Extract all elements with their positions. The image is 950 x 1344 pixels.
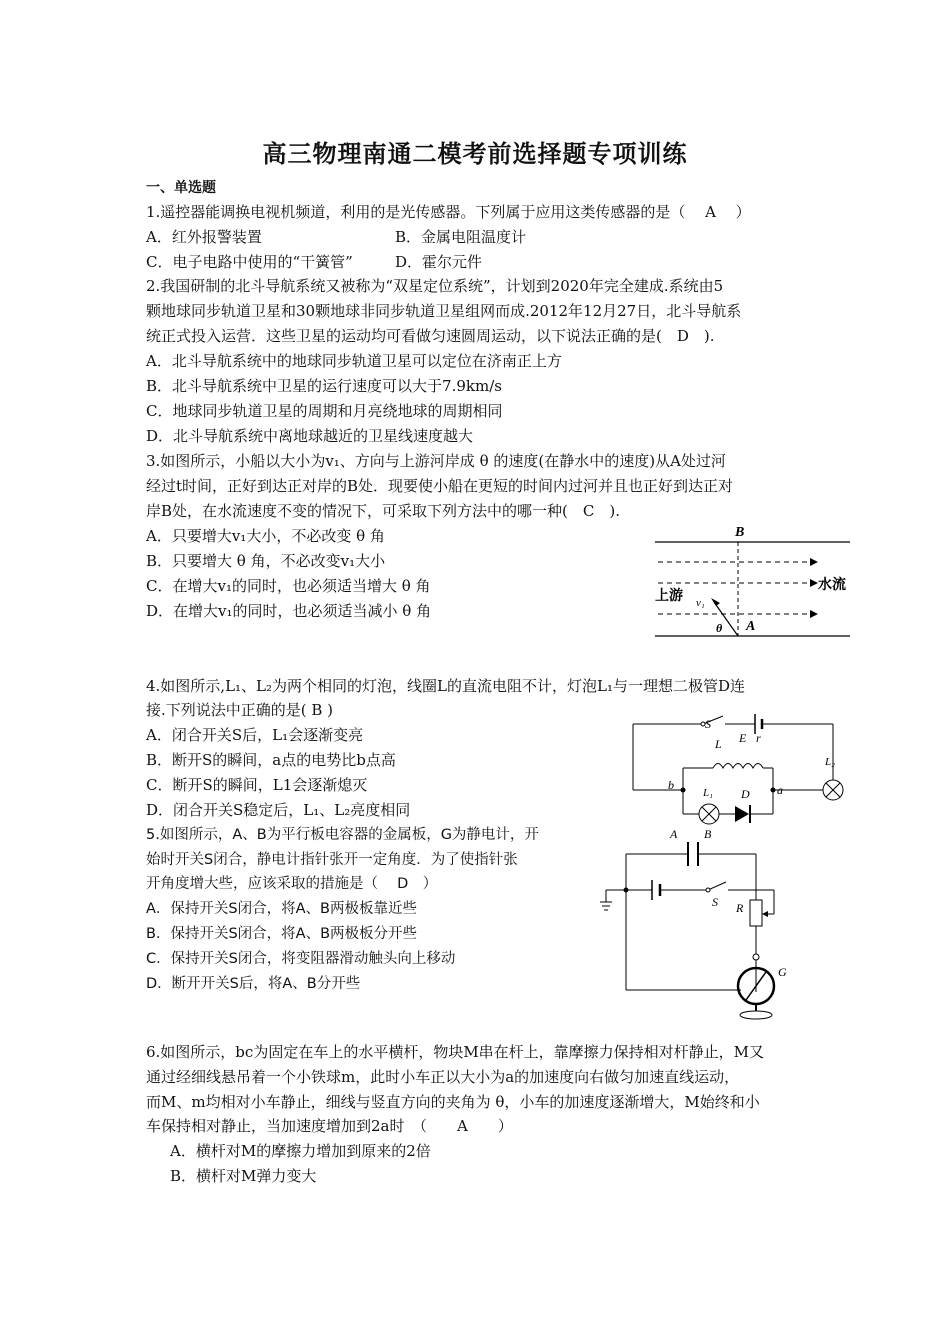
- capacitor-electrometer-circuit: [598, 826, 798, 1026]
- upstream-label: 上游: [655, 589, 683, 604]
- q3-stem-line1: 3.如图所示，小船以大小为v₁、方向与上游河岸成 θ 的速度(在静水中的速度)从A处过河: [146, 452, 726, 470]
- q6-stem-line3: 而M、m均相对小车静止，细线与竖直方向的夹角为 θ，小车的加速度逐渐增大，M始终和小: [146, 1093, 760, 1111]
- q4-option-c: C．断开S的瞬间，L1会逐渐熄灭: [146, 776, 368, 794]
- q3-option-c: C．在增大v₁的同时，也必须适当增大 θ 角: [146, 577, 431, 595]
- q3-option-b: B．只要增大 θ 角，不必改变v₁大小: [146, 552, 386, 570]
- q1-option-b: B．金属电阻温度计: [395, 228, 527, 246]
- rheostat-r-label: R: [736, 901, 744, 915]
- q2-stem-line3: 统正式投入运营．这些卫星的运动均可看做匀速圆周运动，以下说法正确的是( D ).: [146, 327, 715, 345]
- internal-r-label: r: [756, 731, 761, 745]
- emf-e-label: E: [739, 731, 747, 745]
- q5-stem-line3: 开角度增大些，应该采取的措施是（ D ）: [146, 876, 438, 892]
- point-b-label: B: [735, 525, 745, 540]
- q6-option-b: B．横杆对M弹力变大: [170, 1167, 317, 1185]
- q2-option-c: C．地球同步轨道卫星的周期和月亮绕地球的周期相同: [146, 402, 503, 420]
- q1-option-d: D．霍尔元件: [395, 253, 483, 271]
- q1-stem: 1.遥控器能调换电视机频道，利用的是光传感器。下列属于应用这类传感器的是（ A ）: [146, 203, 751, 221]
- lamp-inductor-circuit: [625, 710, 870, 835]
- q6-stem-line4: 车保持相对静止，当加速度增加到2a时 （ A ）: [146, 1117, 513, 1135]
- q5-option-a: A．保持开关S闭合，将A、B两极板靠近些: [146, 901, 417, 917]
- q3-stem-line2: 经过t时间，正好到达正对岸的B处．现要使小船在更短的时间内过河并且也正好到达正对: [146, 477, 734, 495]
- q1-option-a: A．红外报警装置: [146, 228, 262, 246]
- river-crossing-figure: [650, 520, 860, 642]
- q5-option-b: B．保持开关S闭合，将A、B两极板分开些: [146, 926, 418, 942]
- q4-option-a: A．闭合开关S后，L₁会逐渐变亮: [146, 726, 364, 744]
- page-title: 高三物理南通二模考前选择题专项训练: [262, 140, 688, 168]
- q5-stem-line1: 5.如图所示，A、B为平行板电容器的金属板，G为静电计，开: [146, 827, 539, 843]
- plate-b-label: B: [704, 827, 712, 841]
- q3-option-d: D．在增大v₁的同时，也必须适当减小 θ 角: [146, 602, 432, 620]
- lamp-l2-label: L₂: [825, 756, 835, 768]
- point-a-label: A: [746, 619, 756, 634]
- lamp-l1-label: L₁: [703, 787, 713, 799]
- electrometer-g-label: G: [778, 965, 787, 979]
- q6-option-a: A．横杆对M的摩擦力增加到原来的2倍: [170, 1142, 431, 1160]
- q5-stem-line2: 始时开关S闭合，静电计指针张开一定角度．为了使指针张: [146, 852, 518, 868]
- q2-option-b: B．北斗导航系统中卫星的运行速度可以大于7.9km/s: [146, 377, 502, 395]
- q6-stem-line1: 6.如图所示，bc为固定在车上的水平横杆，物块M串在杆上，靠摩擦力保持相对杆静止，M又: [146, 1043, 765, 1061]
- point-a-label: a: [777, 783, 783, 797]
- q6-stem-line2: 通过经细线悬吊着一个小铁球m，此时小车正以大小为a的加速度向右做匀加速直线运动，: [146, 1068, 740, 1086]
- v1-label: v₁: [696, 597, 705, 609]
- q1-option-c: C．电子电路中使用的“干簧管”: [146, 253, 353, 271]
- inductor-l-label: L: [715, 737, 722, 751]
- q2-stem-line2: 颗地球同步轨道卫星和30颗地球非同步轨道卫星组网而成.2012年12月27日，北斗导航系: [146, 302, 742, 320]
- q4-stem-line2: 接.下列说法中正确的是( B ): [146, 701, 334, 719]
- point-b-label: b: [668, 778, 674, 792]
- q3-option-a: A．只要增大v₁大小，不必改变 θ 角: [146, 527, 385, 545]
- plate-a-label: A: [670, 827, 678, 841]
- q2-stem-line1: 2.我国研制的北斗导航系统又被称为“双星定位系统”，计划到2020年完全建成.系统由5: [146, 277, 724, 295]
- theta-label: θ: [716, 621, 723, 635]
- water-flow-label: 水流: [818, 578, 846, 593]
- q3-stem-line3: 岸B处，在水流速度不变的情况下，可采取下列方法中的哪一种( C ).: [146, 502, 620, 520]
- q2-option-a: A．北斗导航系统中的地球同步轨道卫星可以定位在济南正上方: [146, 352, 562, 370]
- diode-d-label: D: [741, 787, 750, 801]
- q4-stem-line1: 4.如图所示,L₁、L₂为两个相同的灯泡，线圈L的直流电阻不计，灯泡L₁与一理想二极管D连: [146, 677, 745, 695]
- q4-option-b: B．断开S的瞬间，a点的电势比b点高: [146, 751, 396, 769]
- switch-s-label: S: [705, 717, 711, 731]
- switch-s-label: S: [712, 895, 718, 909]
- q5-option-d: D．断开开关S后，将A、B分开些: [146, 976, 361, 992]
- q4-option-d: D．闭合开关S稳定后，L₁、L₂亮度相同: [146, 801, 411, 819]
- q2-option-d: D．北斗导航系统中离地球越近的卫星线速度越大: [146, 427, 474, 445]
- section-heading: 一、单选题: [146, 180, 216, 196]
- q5-option-c: C．保持开关S闭合，将变阻器滑动触头向上移动: [146, 951, 456, 967]
